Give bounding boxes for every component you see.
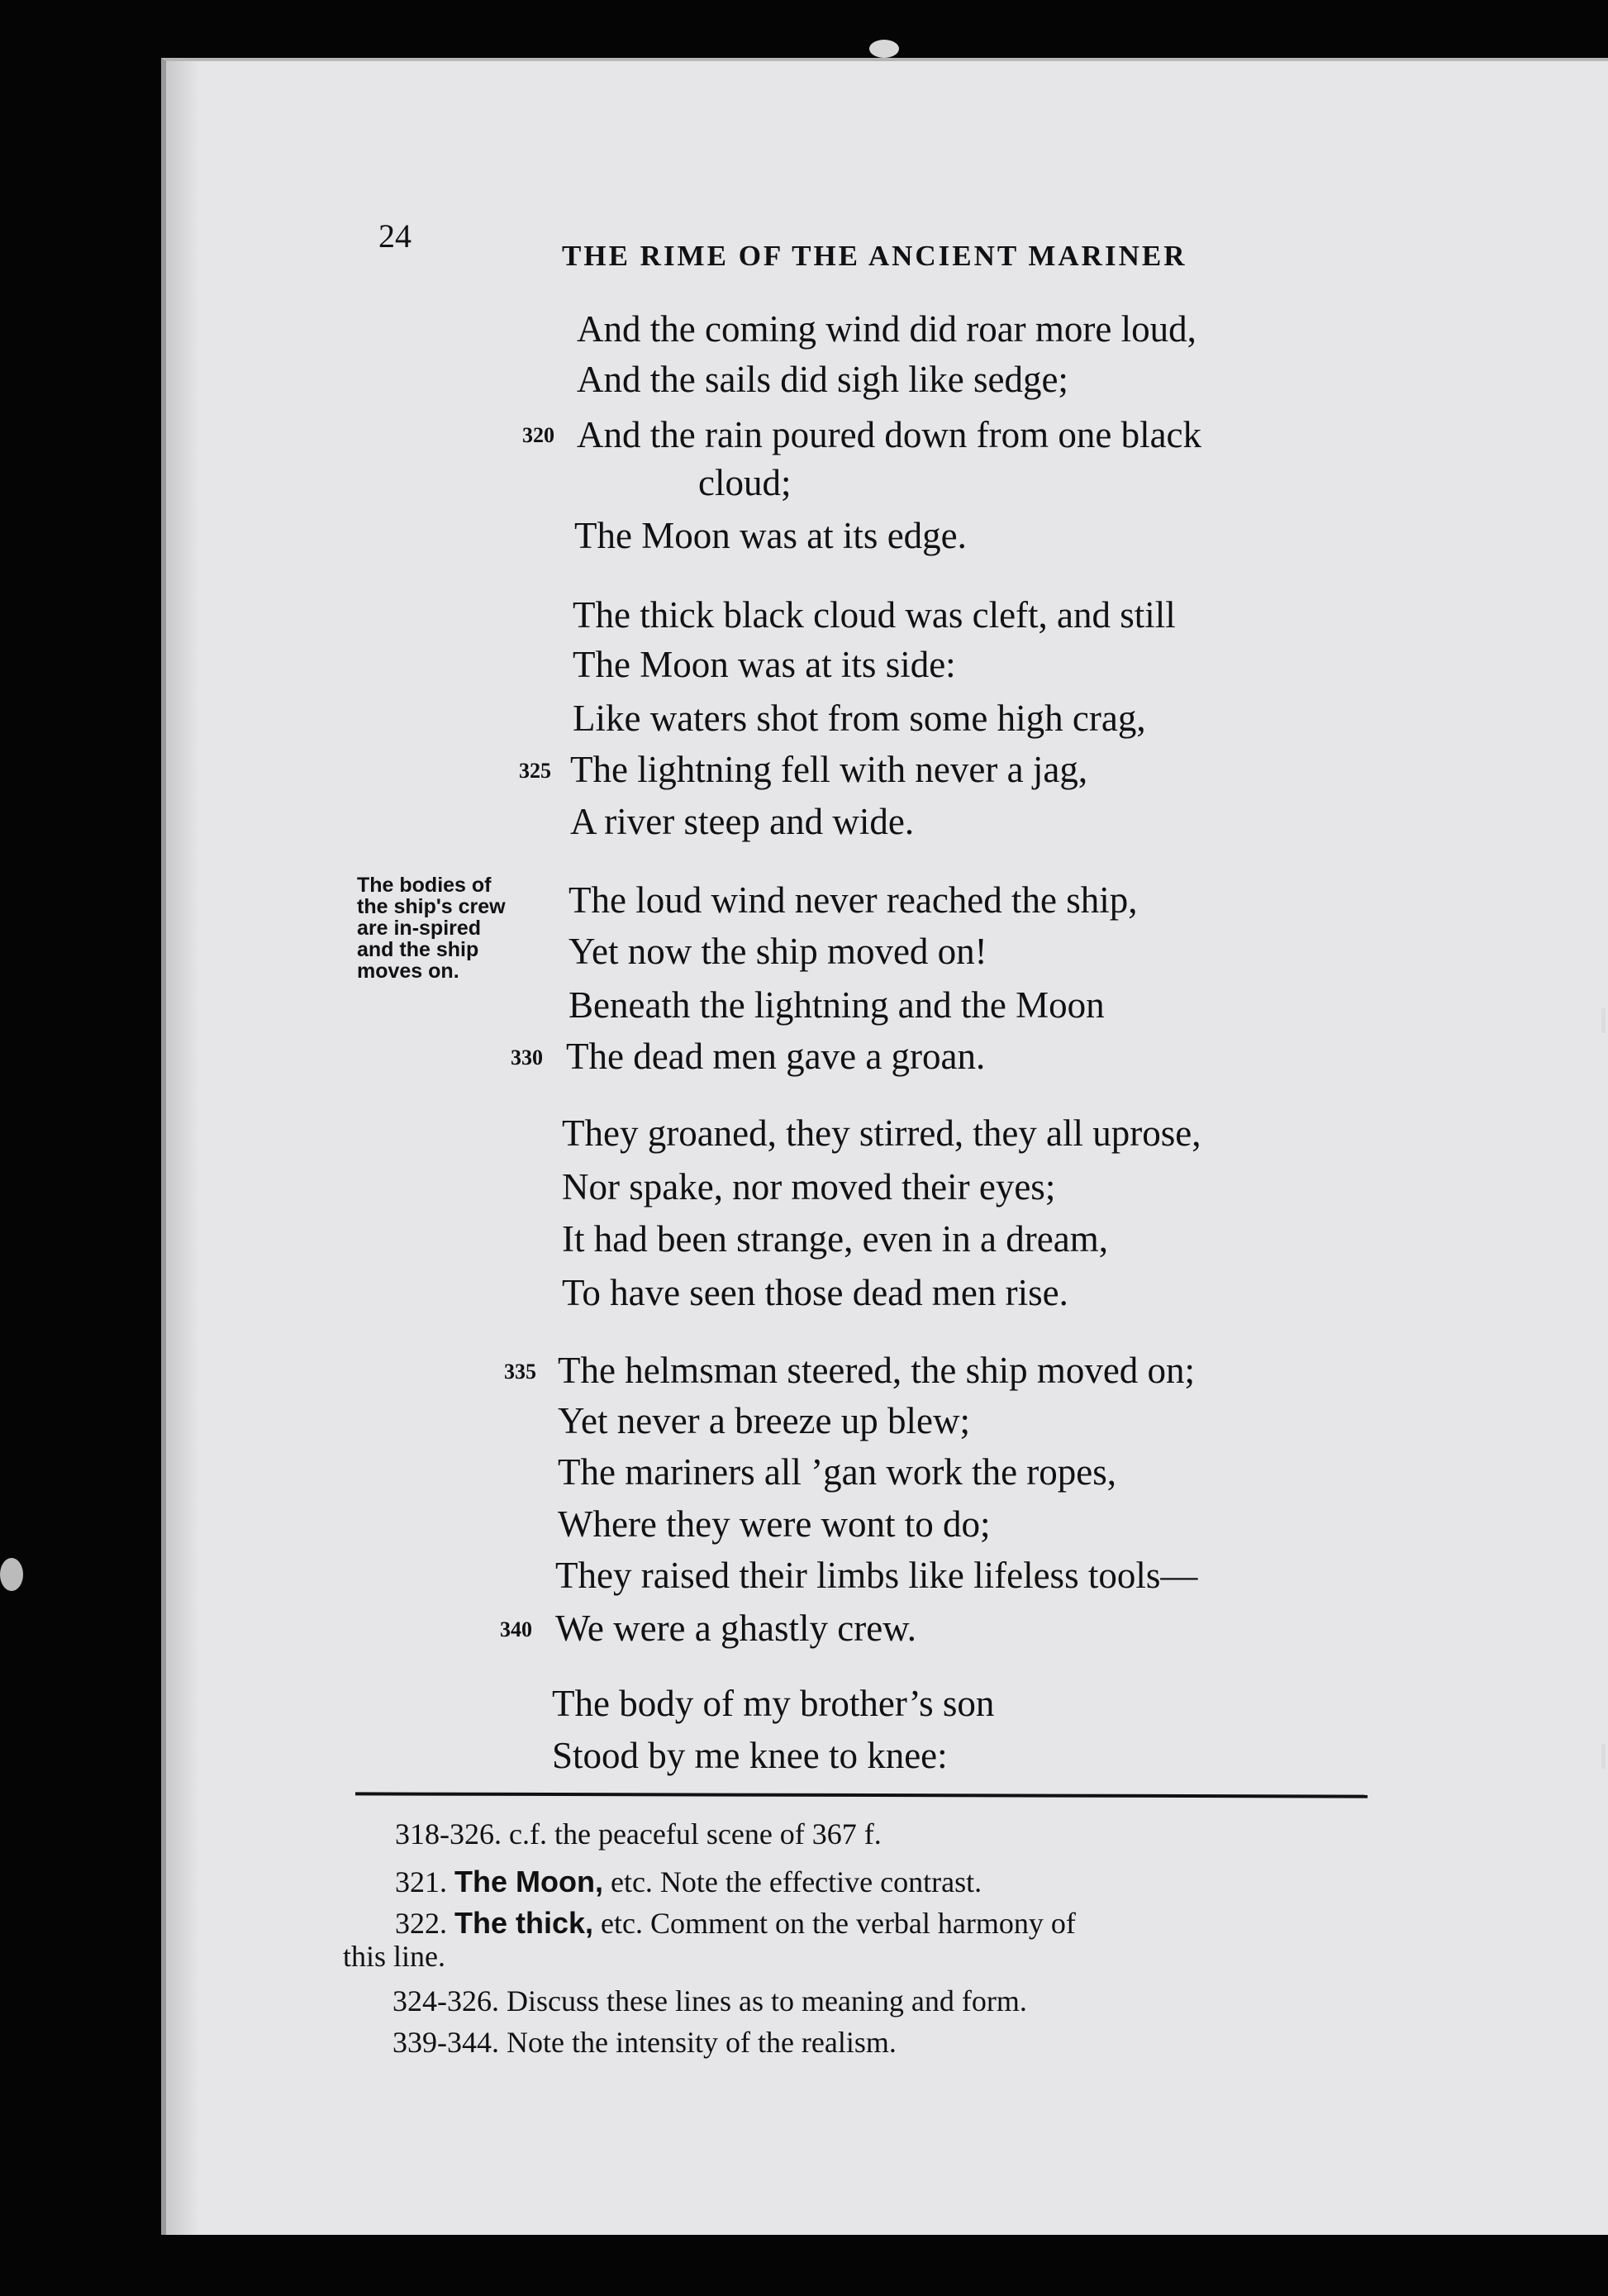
running-head: THE RIME OF THE ANCIENT MARINER <box>562 240 1187 272</box>
verse-line: Where they were wont to do; <box>558 1503 991 1545</box>
verse-line: Yet never a breeze up blew; <box>558 1400 970 1441</box>
footnote-ref: 322. <box>395 1907 447 1940</box>
footnote <box>395 1865 982 1899</box>
page-number: 24 <box>378 217 412 255</box>
footnote: this line. <box>343 1940 445 1973</box>
verse-line: The body of my brother’s son <box>552 1683 995 1724</box>
verse-line: Nor spake, nor moved their eyes; <box>562 1166 1056 1208</box>
edge-mark <box>1601 1744 1606 1769</box>
footnote-text: etc. Comment on the verbal harmony of <box>601 1907 1076 1940</box>
footnote-text: c.f. the peaceful scene of 367 f. <box>509 1817 882 1851</box>
verse-line: Stood by me knee to knee: <box>552 1735 948 1776</box>
verse-line: Yet now the ship moved on! <box>569 931 987 972</box>
verse-line: Beneath the lightning and the Moon <box>569 984 1105 1026</box>
line-number: 340 <box>500 1617 532 1641</box>
footnote-emphasis: The thick, <box>454 1906 594 1940</box>
edge-mark <box>1601 1008 1606 1033</box>
footnote-emphasis: The Moon, <box>454 1865 603 1898</box>
verse-line: They raised their limbs like lifeless tools— <box>555 1555 1198 1596</box>
verse-line: The mariners all ’gan work the ropes, <box>558 1451 1117 1493</box>
footnote <box>392 2025 897 2060</box>
verse-line: A river steep and wide. <box>570 801 915 842</box>
margin-gloss: The bodies of the ship's crew are in-spired and the ship moves on. <box>357 874 506 983</box>
verse-line: The Moon was at its side: <box>573 644 956 685</box>
verse-line: And the rain poured down from one black <box>577 414 1202 455</box>
footnote <box>395 1817 882 1851</box>
footnote-ref: 339-344. <box>392 2026 499 2059</box>
footnote <box>392 1984 1027 2018</box>
verse-line: And the sails did sigh like sedge; <box>577 359 1068 400</box>
footnote-text: Note the intensity of the realism. <box>507 2026 897 2059</box>
verse-line: To have seen those dead men rise. <box>562 1272 1068 1313</box>
footnote-ref: 318-326. <box>395 1817 502 1851</box>
verse-line: cloud; <box>698 462 792 503</box>
footnote-ref: 321. <box>395 1865 447 1898</box>
line-number: 330 <box>511 1046 543 1069</box>
verse-line: Like waters shot from some high crag, <box>573 698 1146 739</box>
line-number: 325 <box>519 759 551 783</box>
verse-line: The Moon was at its edge. <box>574 515 967 556</box>
verse-line: We were a ghastly crew. <box>555 1608 916 1649</box>
verse-line: The loud wind never reached the ship, <box>569 879 1138 921</box>
footnote <box>395 1906 1076 1941</box>
verse-line: It had been strange, even in a dream, <box>562 1218 1108 1260</box>
verse-line: They groaned, they stirred, they all uprose, <box>562 1112 1201 1154</box>
scan-speck <box>869 40 899 58</box>
line-number: 320 <box>522 423 554 447</box>
verse-line: The dead men gave a groan. <box>566 1036 986 1077</box>
binding-shadow <box>166 61 199 2235</box>
line-number: 335 <box>504 1360 536 1384</box>
footnote-text: etc. Note the effective contrast. <box>610 1865 982 1898</box>
footnote-text: Discuss these lines as to meaning and form. <box>507 1984 1027 2017</box>
footnote-ref: 324-326. <box>392 1984 499 2017</box>
verse-line: The thick black cloud was cleft, and still <box>573 594 1176 636</box>
verse-line: The lightning fell with never a jag, <box>570 749 1088 790</box>
verse-line: The helmsman steered, the ship moved on; <box>558 1350 1196 1391</box>
verse-line: And the coming wind did roar more loud, <box>577 308 1196 350</box>
scan-speck <box>0 1558 23 1591</box>
